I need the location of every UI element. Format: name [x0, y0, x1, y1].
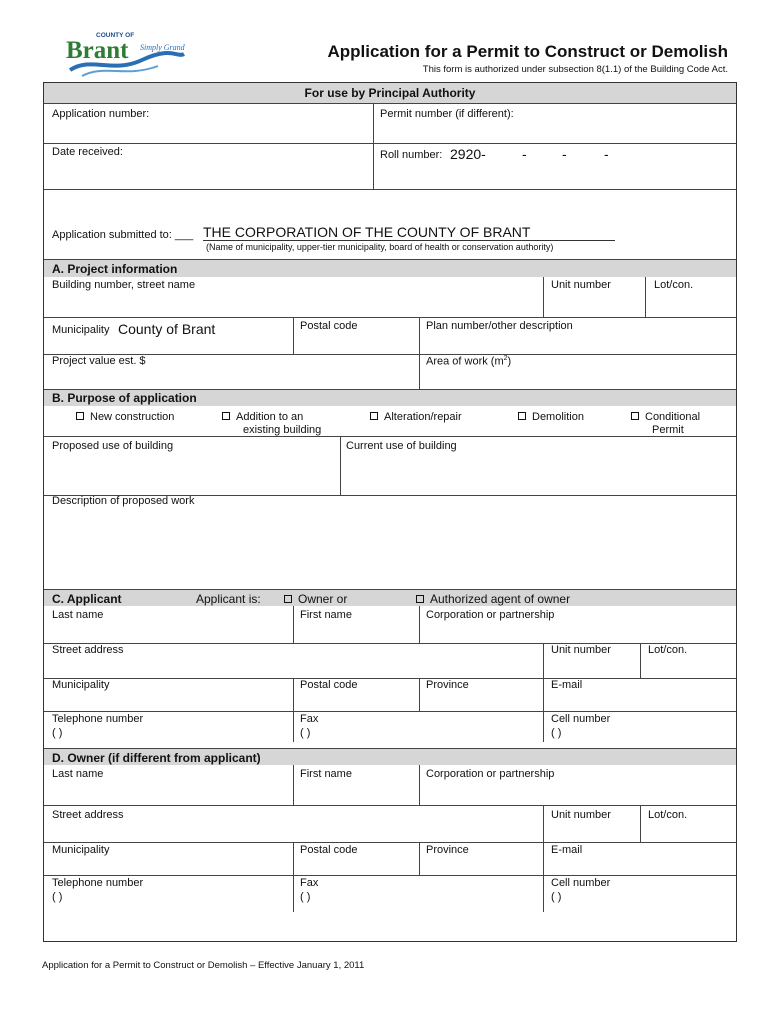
area-of-work-field[interactable] — [426, 355, 511, 368]
roll-dash-2: - — [562, 146, 567, 162]
section-a-heading: A. Project information — [52, 262, 178, 276]
area-close: ) — [507, 355, 512, 368]
owner-corporation-field[interactable]: Corporation or partnership — [426, 768, 555, 780]
permit-form — [43, 82, 737, 942]
owner-municipality-field[interactable]: Municipality — [52, 844, 110, 856]
applicant-first-name-field[interactable]: First name — [300, 609, 352, 621]
addition-checkbox[interactable] — [222, 411, 303, 423]
building-number-field[interactable]: Building number, street name — [52, 279, 196, 291]
application-number-field[interactable]: Application number: — [52, 108, 150, 120]
owner-label: Owner or — [298, 592, 348, 606]
applicant-telephone-paren: ( ) — [52, 727, 63, 739]
applicant-telephone-field[interactable]: Telephone number — [52, 713, 144, 725]
roll-dash-3: - — [604, 146, 609, 162]
owner-province-field[interactable]: Province — [426, 844, 469, 856]
postal-code-field[interactable]: Postal code — [300, 320, 358, 332]
unit-number-field[interactable]: Unit number — [551, 279, 611, 291]
applicant-last-name-field[interactable]: Last name — [52, 609, 104, 621]
submitted-to-value[interactable]: THE CORPORATION OF THE COUNTY OF BRANT — [203, 224, 615, 241]
applicant-province-field[interactable]: Province — [426, 679, 469, 691]
lot-con-field[interactable]: Lot/con. — [654, 279, 694, 291]
owner-unit-number-field[interactable]: Unit number — [551, 809, 611, 821]
logo-text-tag: Simply Grand — [140, 43, 185, 52]
owner-telephone-paren: ( ) — [52, 891, 63, 903]
agent-checkbox[interactable] — [416, 592, 570, 606]
checkbox-icon — [370, 412, 378, 420]
roll-dash-1: - — [522, 146, 527, 162]
conditional-label-line2: Permit — [652, 424, 684, 436]
plan-number-field[interactable]: Plan number/other description — [426, 320, 573, 332]
owner-lot-con-field[interactable]: Lot/con. — [648, 809, 688, 821]
section-d-heading: D. Owner (if different from applicant) — [52, 751, 261, 765]
demolition-checkbox[interactable] — [518, 411, 584, 423]
checkbox-icon — [416, 595, 424, 603]
project-value-field[interactable]: Project value est. $ — [52, 355, 146, 367]
roll-number-value[interactable]: 2920- — [450, 146, 486, 162]
addition-label-line2: existing building — [243, 424, 322, 436]
current-use-field[interactable]: Current use of building — [346, 440, 457, 452]
owner-street-address-field[interactable]: Street address — [52, 809, 124, 821]
owner-checkbox[interactable] — [284, 592, 347, 606]
applicant-unit-number-field[interactable]: Unit number — [551, 644, 611, 656]
county-of-brant-logo — [62, 28, 192, 80]
checkbox-icon — [631, 412, 639, 420]
owner-fax-paren: ( ) — [300, 891, 311, 903]
addition-label-line1: Addition to an — [236, 411, 304, 423]
section-c-heading: C. Applicant — [52, 592, 122, 606]
applicant-fax-paren: ( ) — [300, 727, 311, 739]
area-of-work-label: Area of work (m — [426, 355, 504, 368]
page-subtitle: This form is authorized under subsection 8(1.1) of the Building Code Act. — [422, 64, 728, 75]
applicant-is-label: Applicant is: — [196, 592, 261, 606]
logo-text-main: Brant — [66, 37, 129, 64]
applicant-corporation-field[interactable]: Corporation or partnership — [426, 609, 555, 621]
alteration-checkbox[interactable] — [370, 411, 462, 423]
agent-label: Authorized agent of owner — [430, 592, 571, 606]
municipality-label: Municipality — [52, 324, 110, 336]
authority-heading: For use by Principal Authority — [304, 86, 476, 100]
logo-text-top: COUNTY OF — [96, 32, 135, 39]
permit-number-field[interactable]: Permit number (if different): — [380, 108, 514, 120]
owner-postal-code-field[interactable]: Postal code — [300, 844, 358, 856]
demolition-label: Demolition — [532, 411, 584, 423]
page-footer: Application for a Permit to Construct or Demolish – Effective January 1, 2011 — [42, 960, 365, 971]
owner-cell-field[interactable]: Cell number — [551, 877, 611, 889]
new-construction-label: New construction — [90, 411, 175, 423]
checkbox-icon — [284, 595, 292, 603]
proposed-use-field[interactable]: Proposed use of building — [52, 440, 174, 452]
owner-last-name-field[interactable]: Last name — [52, 768, 104, 780]
applicant-cell-paren: ( ) — [551, 727, 562, 739]
section-b-heading: B. Purpose of application — [52, 391, 197, 405]
submitted-to-note: (Name of municipality, upper-tier municipality, board of health or conservation authority) — [206, 242, 554, 252]
owner-email-field[interactable]: E-mail — [551, 844, 583, 856]
owner-telephone-field[interactable]: Telephone number — [52, 877, 144, 889]
applicant-postal-code-field[interactable]: Postal code — [300, 679, 358, 691]
conditional-permit-checkbox[interactable] — [631, 411, 700, 423]
owner-first-name-field[interactable]: First name — [300, 768, 352, 780]
applicant-street-address-field[interactable]: Street address — [52, 644, 124, 656]
municipality-value[interactable]: County of Brant — [118, 321, 216, 337]
roll-number-label: Roll number: — [380, 149, 443, 161]
checkbox-icon — [76, 412, 84, 420]
applicant-lot-con-field[interactable]: Lot/con. — [648, 644, 688, 656]
new-construction-checkbox[interactable] — [76, 411, 174, 423]
submitted-to-label: Application submitted to: ___ — [52, 229, 194, 241]
owner-cell-paren: ( ) — [551, 891, 562, 903]
applicant-fax-field[interactable]: Fax — [300, 713, 319, 725]
page-title: Application for a Permit to Construct or Demolish — [327, 42, 728, 61]
area-sup: 2 — [503, 355, 508, 362]
alteration-label: Alteration/repair — [384, 411, 462, 423]
description-field[interactable]: Description of proposed work — [52, 495, 195, 507]
owner-fax-field[interactable]: Fax — [300, 877, 319, 889]
checkbox-icon — [222, 412, 230, 420]
conditional-label-line1: Conditional — [645, 411, 701, 423]
section-c-band — [44, 590, 736, 606]
checkbox-icon — [518, 412, 526, 420]
date-received-field[interactable]: Date received: — [52, 146, 123, 158]
applicant-municipality-field[interactable]: Municipality — [52, 679, 110, 691]
applicant-cell-field[interactable]: Cell number — [551, 713, 611, 725]
applicant-email-field[interactable]: E-mail — [551, 679, 583, 691]
